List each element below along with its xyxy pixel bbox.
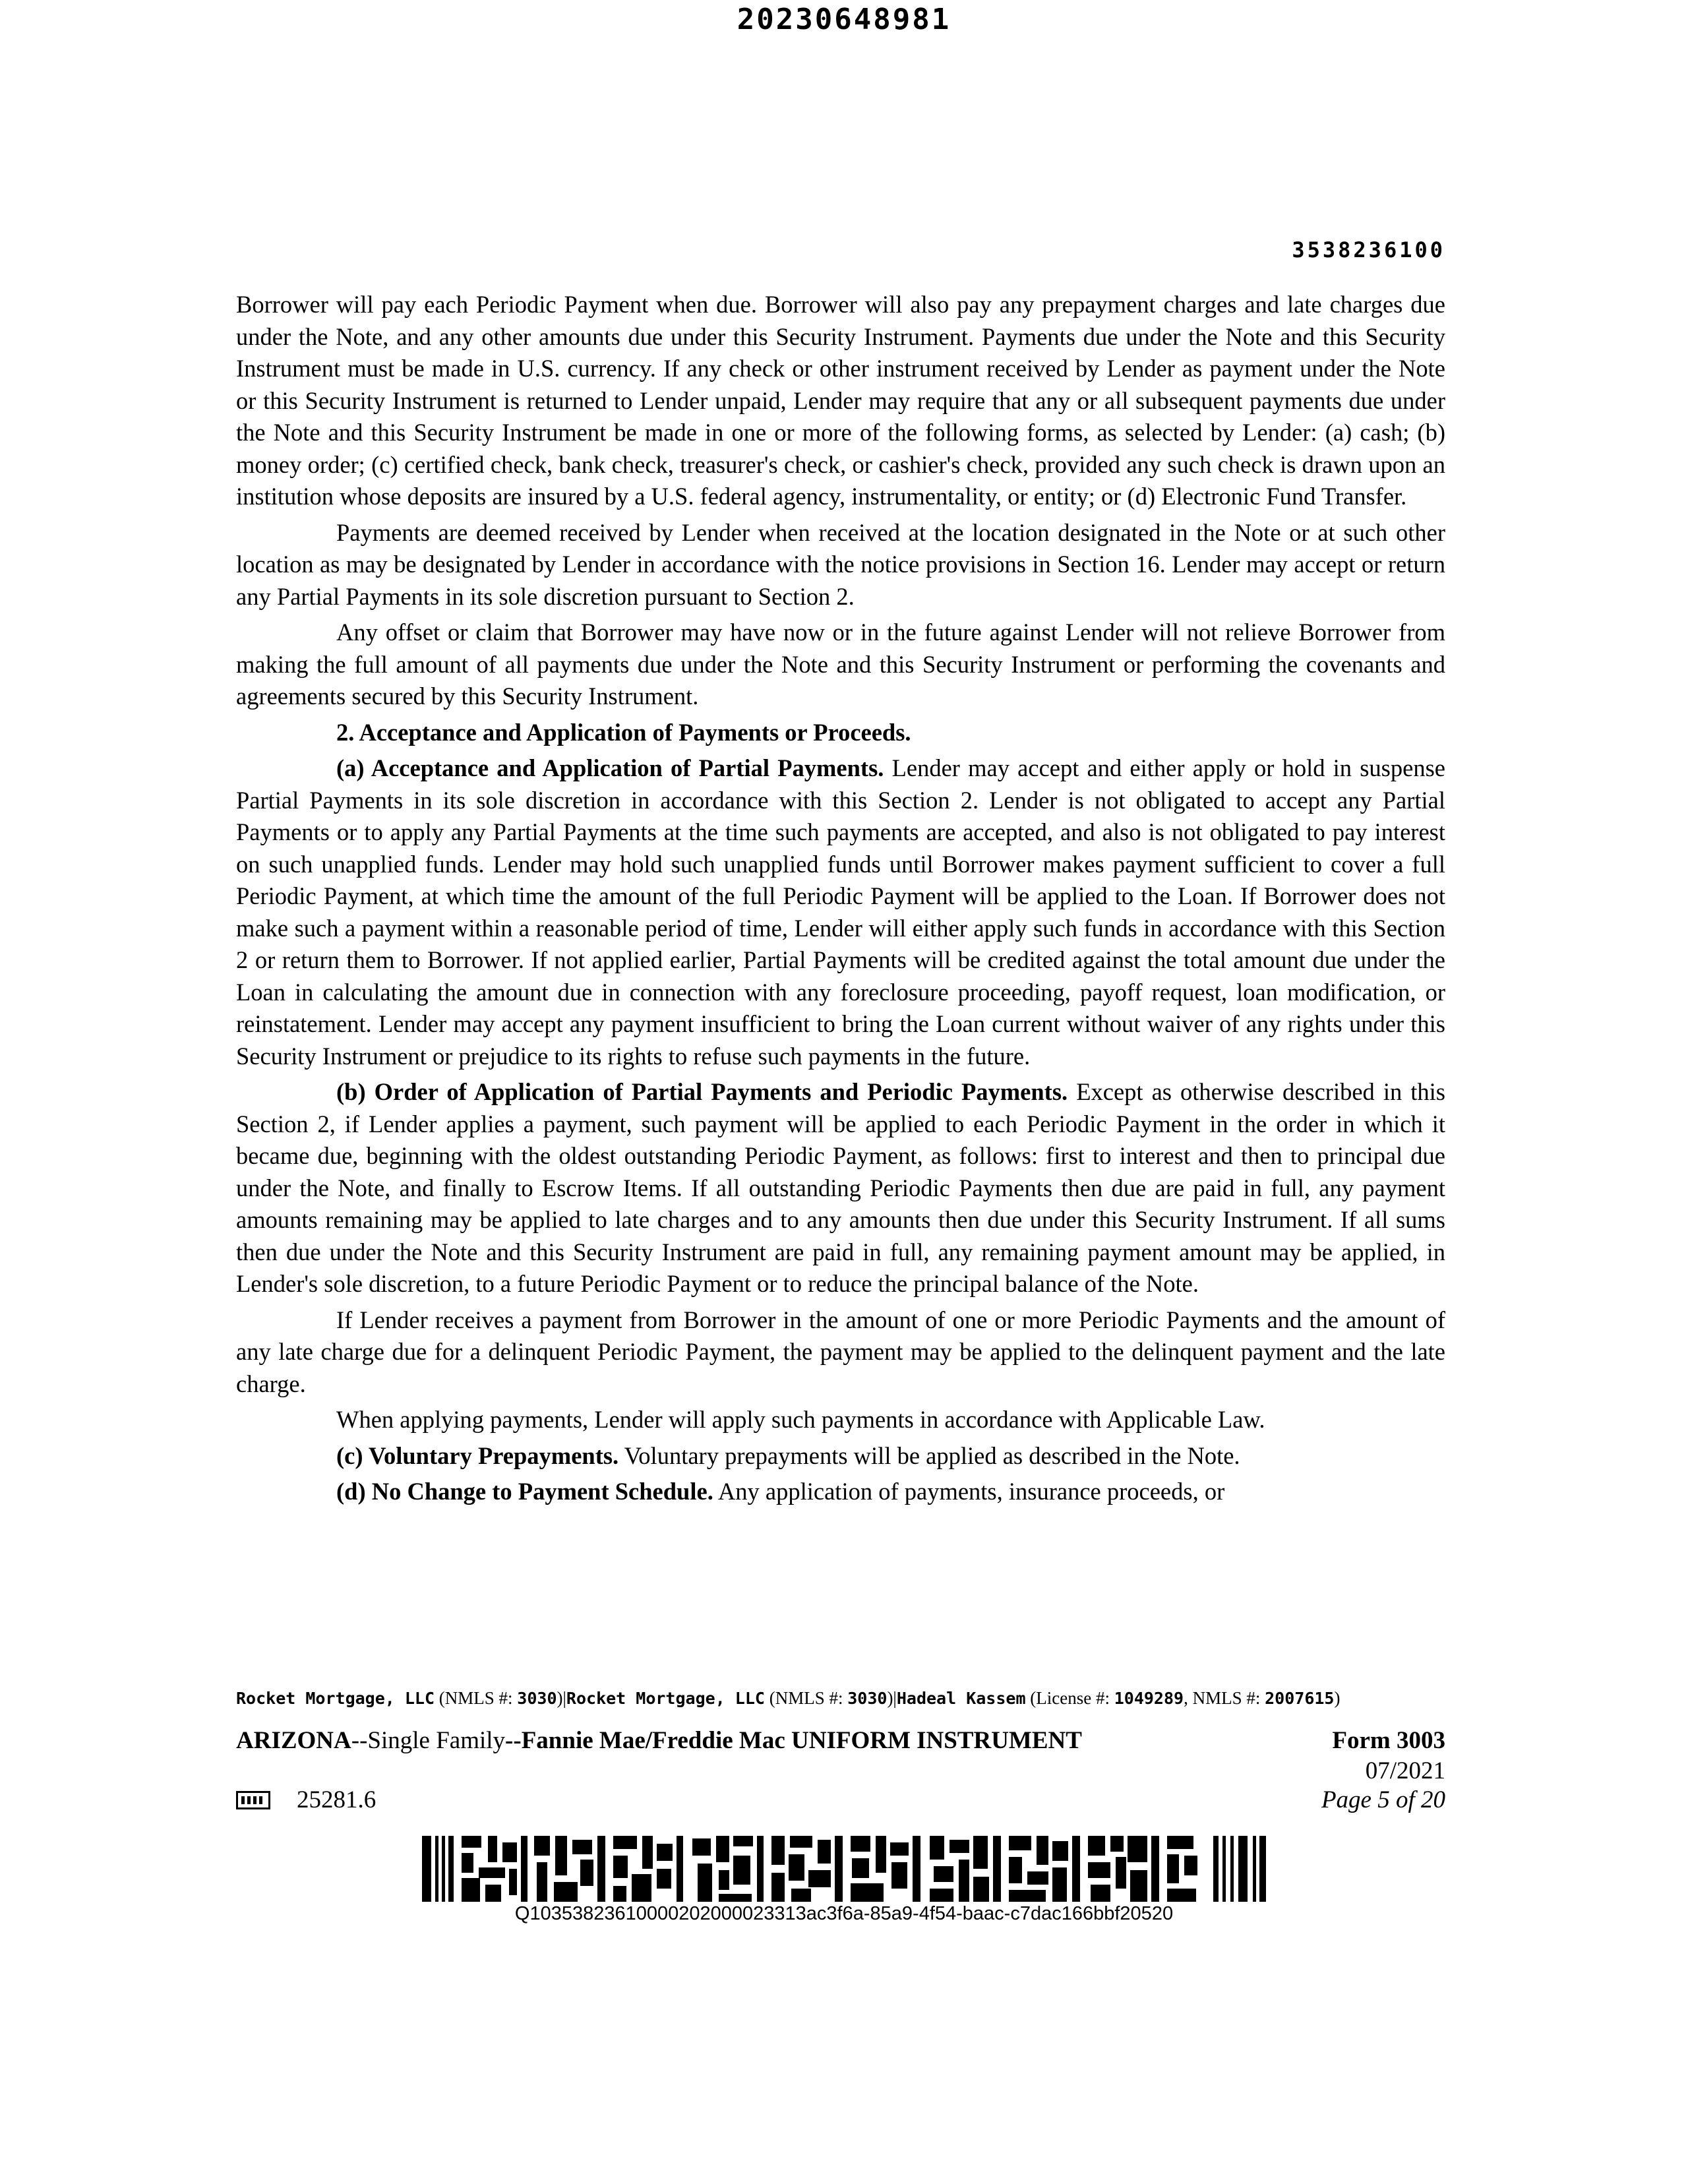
subsection-d-text: Any application of payments, insurance proceeds, or bbox=[713, 1478, 1225, 1505]
property-type: --Single Family bbox=[351, 1727, 506, 1754]
state-name: ARIZONA bbox=[236, 1727, 351, 1754]
document-barcode bbox=[422, 1836, 1266, 1902]
form-code bbox=[236, 1786, 376, 1814]
vendor-logo-icon bbox=[236, 1791, 270, 1809]
subsection-a-heading: (a) Acceptance and Application of Partial Payments. bbox=[336, 754, 884, 781]
form-date: 07/2021 bbox=[1365, 1757, 1445, 1784]
paragraph-no-change bbox=[236, 1476, 1445, 1508]
paragraph-late-charge: If Lender receives a payment from Borrower in the amount of one or more Periodic Payments and the amount of any late charge due for a delinquent Periodic Payment, the payment may be applied to the delinquent payment and the late charge. bbox=[236, 1306, 1445, 1397]
paragraph-offset-claim: Any offset or claim that Borrower may have now or in the future against Lender will not relieve Borrower from making the full amount of all payments due under the Note and this Security Instrument or performing the covenants and agreements secured by this Security Instrument. bbox=[236, 619, 1445, 710]
nmls-label-2: (NMLS #: bbox=[764, 1688, 848, 1708]
subsection-a-text: Lender may accept and either apply or hold in suspense Partial Payments in its sole discretion in accordance with this Section 2. Lender is not obligated to accept any Partial Payments or to apply any Partial Payments at the time such payments are accepted, and also is not obligated to pay interest on such unapplied funds. Lender may hold such unapplied funds until Borrower makes payment sufficient to cover a full Periodic Payment, at which time the amount of the full Periodic Payment will be applied to the Loan. If Borrower does not make such a payment within a reasonable period of time, Lender will either apply such funds in accordance with this Section 2 or return them to Borrower. If not applied earlier, Partial Payments will be credited against the total amount due under the Loan in calculating the amount due in connection with any foreclosure proceeding, payoff request, loan modification, or reinstatement. Lender may accept any payment insufficient to bring the Loan current without waiver of any rights under this Security Instrument or prejudice to its rights to refuse such payments in the future. bbox=[236, 754, 1445, 1070]
separator: )| bbox=[557, 1688, 566, 1708]
form-number: Form 3003 bbox=[1332, 1727, 1445, 1754]
subsection-b-text: Except as otherwise described in this Section 2, if Lender applies a payment, such payment will be applied to each Periodic Payment in the order in which it became due, beginning with the oldest outstanding Periodic Payment, as follows: first to interest and then to principal due under the Note, and finally to Escrow Items. If all outstanding Periodic Payments then due are paid in full, any payment amounts remaining may be applied to late charges and to any amounts then due under this Security Instrument. If all sums then due under the Note and this Security Instrument are paid in full, any remaining payment amount may be applied, in Lender's sole discretion, to a future Periodic Payment or to reduce the principal balance of the Note. bbox=[236, 1078, 1445, 1297]
document-body bbox=[236, 289, 1445, 1512]
originator-name: Hadeal Kassem bbox=[896, 1689, 1026, 1708]
subsection-c-heading: (c) Voluntary Prepayments. bbox=[336, 1441, 619, 1469]
nmls-number-2: 3030 bbox=[847, 1689, 888, 1708]
loan-number: 3538236100 bbox=[1292, 237, 1445, 262]
instrument-name: --Fannie Mae/Freddie Mac UNIFORM INSTRUMENT bbox=[505, 1727, 1082, 1754]
separator-2: )| bbox=[887, 1688, 897, 1708]
subsection-b-heading: (b) Order of Application of Partial Payments and Periodic Payments. bbox=[336, 1078, 1068, 1105]
paragraph-voluntary-prepayments bbox=[236, 1440, 1445, 1472]
paragraph-applicable-law: When applying payments, Lender will apply such payments in accordance with Applicable Law. bbox=[336, 1406, 1265, 1433]
nmls-number-3: 2007615 bbox=[1265, 1689, 1335, 1708]
section-2-heading bbox=[236, 717, 1445, 749]
form-code-number: 25281.6 bbox=[297, 1786, 377, 1813]
subsection-d-heading: (d) No Change to Payment Schedule. bbox=[336, 1478, 713, 1505]
license-number: 1049289 bbox=[1114, 1689, 1184, 1708]
close-paren: ) bbox=[1334, 1688, 1341, 1708]
nmls-number: 3030 bbox=[517, 1689, 557, 1708]
section-2-title: 2. Acceptance and Application of Payments or Proceeds. bbox=[336, 718, 911, 746]
lender-name-2: Rocket Mortgage, LLC bbox=[566, 1689, 765, 1708]
nmls-label-3: , NMLS #: bbox=[1184, 1688, 1265, 1708]
paragraph-payments-received: Payments are deemed received by Lender when received at the location designated in the Note or at such other location as may be designated by Lender in accordance with the notice provisions in Section 16. Lender may accept or return any Partial Payments in its sole discretion pursuant to Section 2. bbox=[236, 518, 1445, 610]
license-label: (License #: bbox=[1025, 1688, 1114, 1708]
barcode-text: Q10353823610000202000023313ac3f6a-85a9-4f54-baac-c7dac166bbf20520 bbox=[514, 1903, 1174, 1924]
paragraph-periodic-payment: Borrower will pay each Periodic Payment when due. Borrower will also pay any prepayment charges and late charges due under the Note, and any other amounts due under this Security Instrument. Payments due under the Note and this Security Instrument must be made in U.S. currency. If any check or other instrument received by Lender as payment under the Note or this Security Instrument is returned to Lender unpaid, Lender may require that any or all subsequent payments due under the Note and this Security Instrument be made in one or more of the following forms, as selected by Lender: (a) cash; (b) money order; (c) certified check, bank check, treasurer's check, or cashier's check, provided any such check is drawn upon an institution whose deposits are insured by a U.S. federal agency, instrumentality, or entity; or (d) Electronic Fund Transfer. bbox=[236, 291, 1445, 510]
footer-lender-info bbox=[236, 1687, 1445, 1710]
form-title bbox=[236, 1726, 1082, 1755]
subsection-c-text: Voluntary prepayments will be applied as described in the Note. bbox=[618, 1441, 1240, 1469]
paragraph-partial-payments bbox=[236, 752, 1445, 1072]
recording-number: 20230648981 bbox=[737, 3, 951, 36]
nmls-label: (NMLS #: bbox=[435, 1688, 518, 1708]
paragraph-order-of-application bbox=[236, 1076, 1445, 1300]
lender-name: Rocket Mortgage, LLC bbox=[236, 1689, 435, 1708]
page-number: Page 5 of 20 bbox=[1321, 1786, 1445, 1813]
